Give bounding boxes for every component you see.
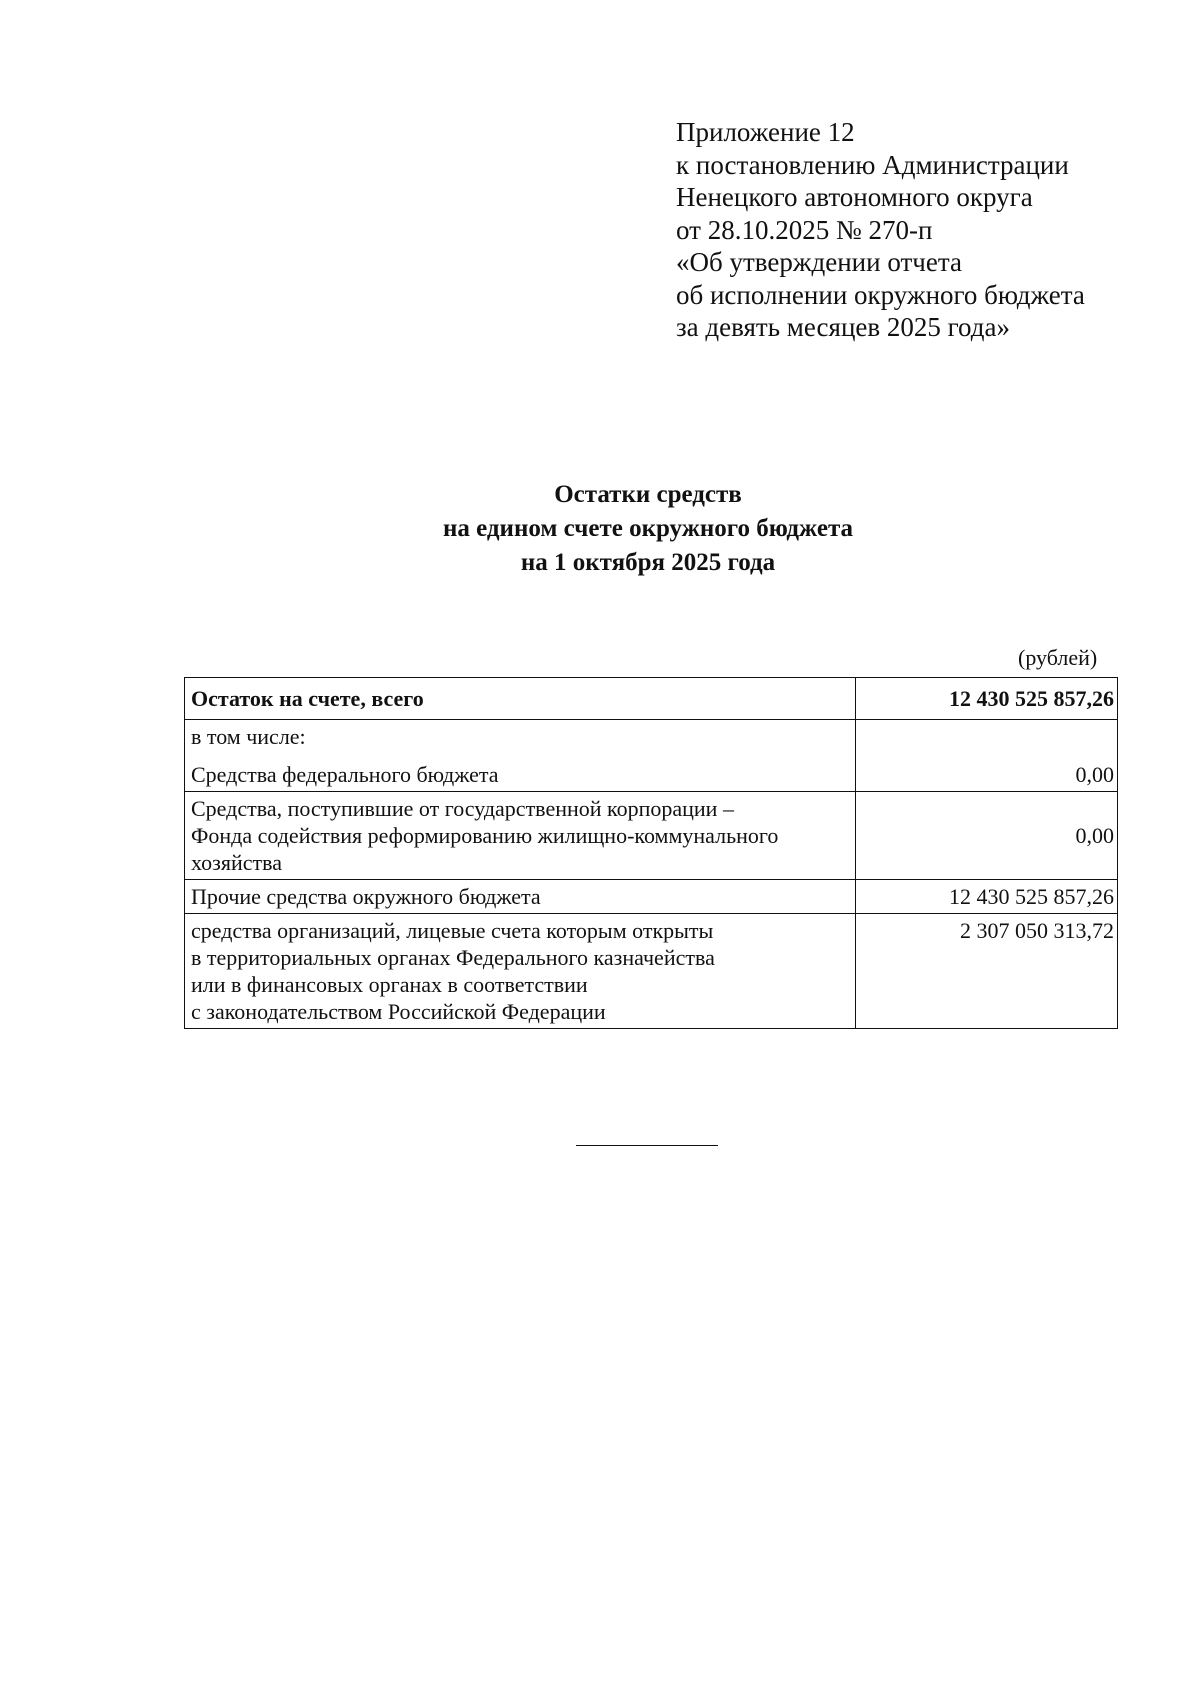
including-caption: в том числе:: [191, 724, 306, 749]
table-row-fund: [185, 792, 1118, 880]
title-line: Остатки средств: [554, 481, 742, 508]
table-row-other: [185, 880, 1118, 914]
appendix-block: [676, 116, 1156, 344]
fund-label-line: Средства, поступившие от государственной корпорации –: [191, 796, 734, 821]
fund-label-line: хозяйства: [191, 850, 282, 875]
document-title: [0, 478, 1200, 580]
organizations-value: 2 307 050 313,72: [856, 914, 1118, 1029]
appendix-line: «Об утверждении отчета: [676, 247, 962, 277]
table-row-federal: [185, 720, 1118, 792]
federal-value: 0,00: [856, 720, 1118, 792]
organizations-label-line: или в финансовых органах в соответствии: [191, 972, 588, 997]
appendix-line: от 28.10.2025 № 270-п: [676, 214, 933, 245]
title-line: на едином счете окружного бюджета: [442, 515, 854, 542]
federal-cell: [185, 720, 856, 792]
organizations-label-line: в территориальных органах Федерального казначейства: [191, 945, 715, 970]
other-label: Прочие средства окружного бюджета: [185, 880, 856, 914]
organizations-label-line: с законодательством Российской Федерации: [191, 999, 606, 1024]
appendix-line: к постановлению Администрации: [676, 149, 1069, 180]
title-line: на 1 октября 2025 года: [520, 549, 776, 576]
organizations-cell: [185, 914, 856, 1029]
table-row-total: [185, 678, 1118, 720]
end-divider: [576, 1145, 718, 1146]
appendix-line: Приложение 12: [676, 117, 855, 147]
appendix-line: за девять месяцев 2025 года»: [676, 312, 1010, 342]
organizations-label-line: средства организаций, лицевые счета которым открыты: [191, 918, 714, 943]
appendix-line: Ненецкого автономного округа: [676, 182, 1033, 212]
appendix-line: об исполнении окружного бюджета: [676, 279, 1085, 310]
total-value: 12 430 525 857,26: [856, 678, 1118, 720]
fund-cell: [185, 792, 856, 880]
total-label: Остаток на счете, всего: [185, 678, 856, 720]
federal-label: Средства федерального бюджета: [191, 762, 499, 787]
table-row-organizations: [185, 914, 1118, 1029]
unit-label: (рублей): [1018, 645, 1098, 670]
spacer: [191, 750, 851, 761]
fund-value: 0,00: [856, 792, 1118, 880]
balances-table: [184, 677, 1118, 1029]
fund-label-line: Фонда содействия реформированию жилищно-коммунального: [191, 823, 779, 848]
other-value: 12 430 525 857,26: [856, 880, 1118, 914]
